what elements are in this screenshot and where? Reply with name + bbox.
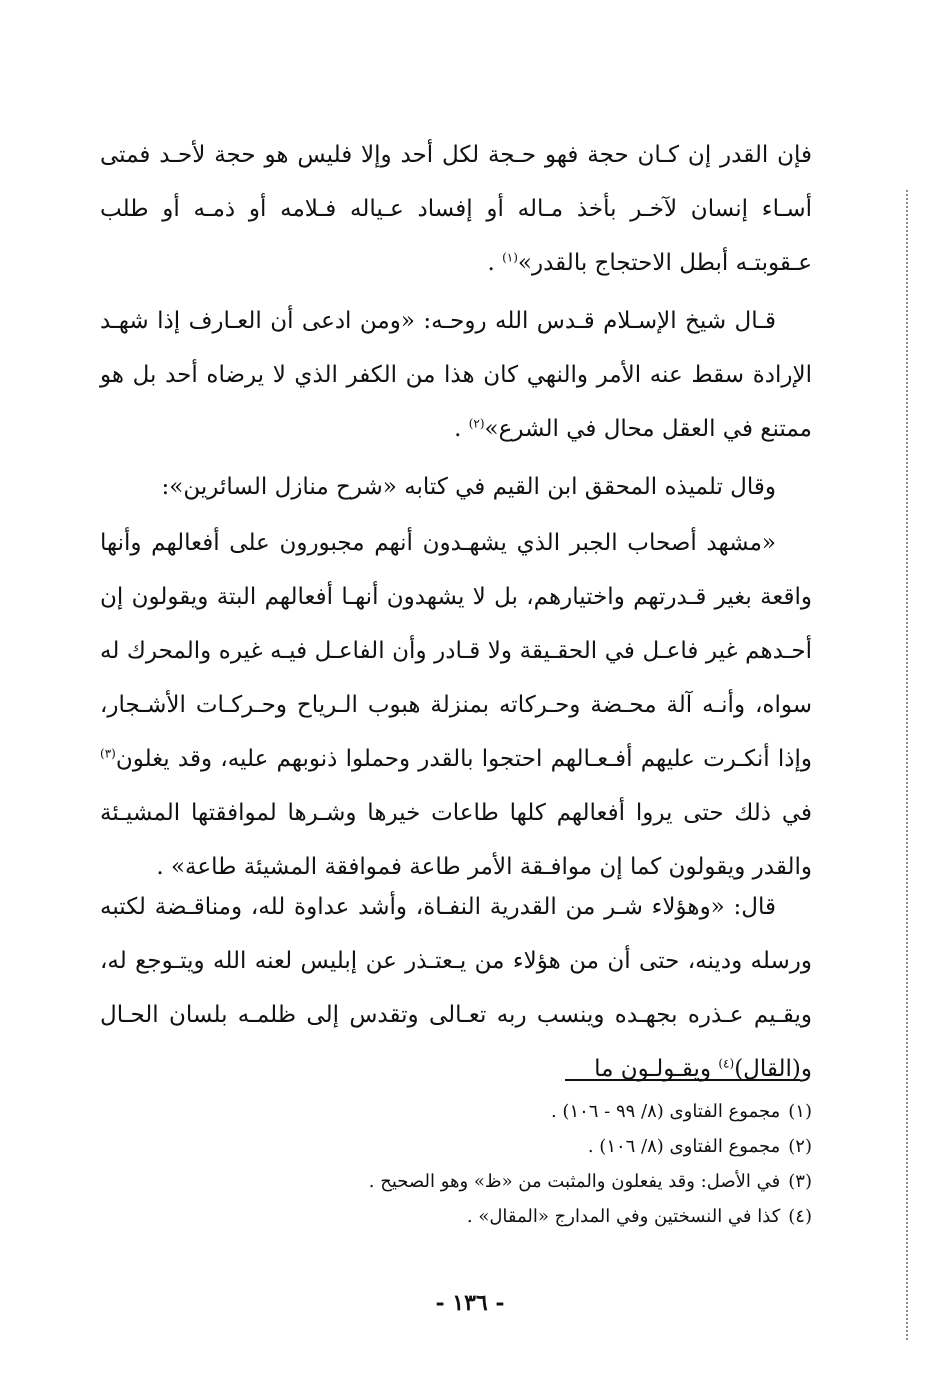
paragraph-2 bbox=[100, 294, 812, 456]
footnote-2 bbox=[300, 1129, 812, 1164]
footnote-4 bbox=[300, 1199, 812, 1234]
footnote-ref-3: (٣) bbox=[100, 746, 116, 761]
footnotes-section bbox=[300, 1094, 812, 1234]
paragraph-5-text-b: ويقـولـون ما bbox=[594, 1056, 719, 1082]
paragraph-3-text: وقال تلميذه المحقق ابن القيم في كتابه «شرح منازل السائرين»: bbox=[161, 474, 776, 500]
paragraph-4-text-a: «مشهد أصحاب الجبر الذي يشهـدون أنهم مجبورون على أفعالهم وأنها واقعة بغير قـدرتهم واختيارهم، بل لا يشهدون أنهـا أفعالهم البتة ويقولون إن أحـدهم غير فاعـل في الحقـيقة ولا قـادر وأن الفاعـل فيـه غيره والمحرك له سواه، وأنـه آلة محـضة وحـركاته بمنزلة هبوب الـرياح وحـركـات الأشـجار، وإذا أنكـرت عليهم أفـعـالهم احتجوا بالقدر وحملوا ذنوبهم عليه، وقد يغلون bbox=[100, 530, 812, 772]
footnote-3 bbox=[300, 1164, 812, 1199]
footnote-number: (٢) bbox=[788, 1136, 812, 1157]
footnote-ref-1: (١) bbox=[502, 250, 518, 265]
footnote-number: (١) bbox=[788, 1101, 812, 1122]
paragraph-4-quote bbox=[100, 516, 812, 894]
footnote-text: مجموع الفتاوى (٨/ ١٠٦) . bbox=[587, 1136, 781, 1157]
footnote-ref-4: (٤) bbox=[718, 1056, 735, 1071]
footnote-text: في الأصل: وقد يفعلون والمثبت من «ظ» وهو الصحيح . bbox=[368, 1171, 781, 1192]
footnote-number: (٤) bbox=[788, 1206, 812, 1227]
footnote-number: (٣) bbox=[788, 1171, 812, 1192]
paragraph-5-text-a: قال: «وهؤلاء شـر من القدرية النفـاة، وأشد عداوة لله، ومناقـضة لكتبه ورسله ودينه، حتى أن من هؤلاء من يـعتـذر عن إبليس لعنه الله ويتـوجع له، ويقـيم عـذره بجهـده وينسب ربه تعـالى وتقدس إلى ظلمـه بلسان الحـال و(القال) bbox=[100, 894, 812, 1082]
footnote-ref-2: (٢) bbox=[468, 416, 485, 431]
paragraph-2-text: قـال شيخ الإسـلام قـدس الله روحـه: «ومن ادعى أن العـارف إذا شهـد الإرادة سقط عنه الأمر والنهي كان هذا من الكفر الذي لا يرضاه أحد بل هو ممتنع في العقل محال في الشرع» bbox=[100, 308, 812, 442]
margin-dotted-rule bbox=[906, 190, 908, 1340]
page-number: - ١٣٦ - bbox=[435, 1290, 505, 1316]
footnote-text: مجموع الفتاوى (٨/ ٩٩ - ١٠٦) . bbox=[550, 1101, 781, 1122]
paragraph-1-end: . bbox=[487, 250, 503, 276]
footnote-separator bbox=[565, 1079, 800, 1081]
paragraph-3 bbox=[100, 460, 812, 514]
footnote-1 bbox=[300, 1094, 812, 1129]
paragraph-1-text: فإن القدر إن كـان حجة فهو حـجة لكل أحد وإلا فليس هو حجة لأحـد فمتى أسـاء إنسان لآخـر بأخذ مـاله أو إفساد عـياله فـلامه أو ذمـه أو طلب عـقوبتـه أبطل الاحتجاج بالقدر» bbox=[100, 142, 812, 276]
paragraph-1 bbox=[100, 128, 812, 290]
paragraph-2-end: . bbox=[454, 416, 469, 442]
paragraph-4-text-b: في ذلك حتى يروا أفعالهم كلها طاعات خيرها وشـرها لموافقتها المشيـئة والقدر ويقولون كما إن موافـقة الأمر طاعة فموافقة المشيئة طاعة» . bbox=[100, 800, 812, 880]
paragraph-5 bbox=[100, 880, 812, 1096]
footnote-text: كذا في النسختين وفي المدارج «المقال» . bbox=[466, 1206, 781, 1227]
